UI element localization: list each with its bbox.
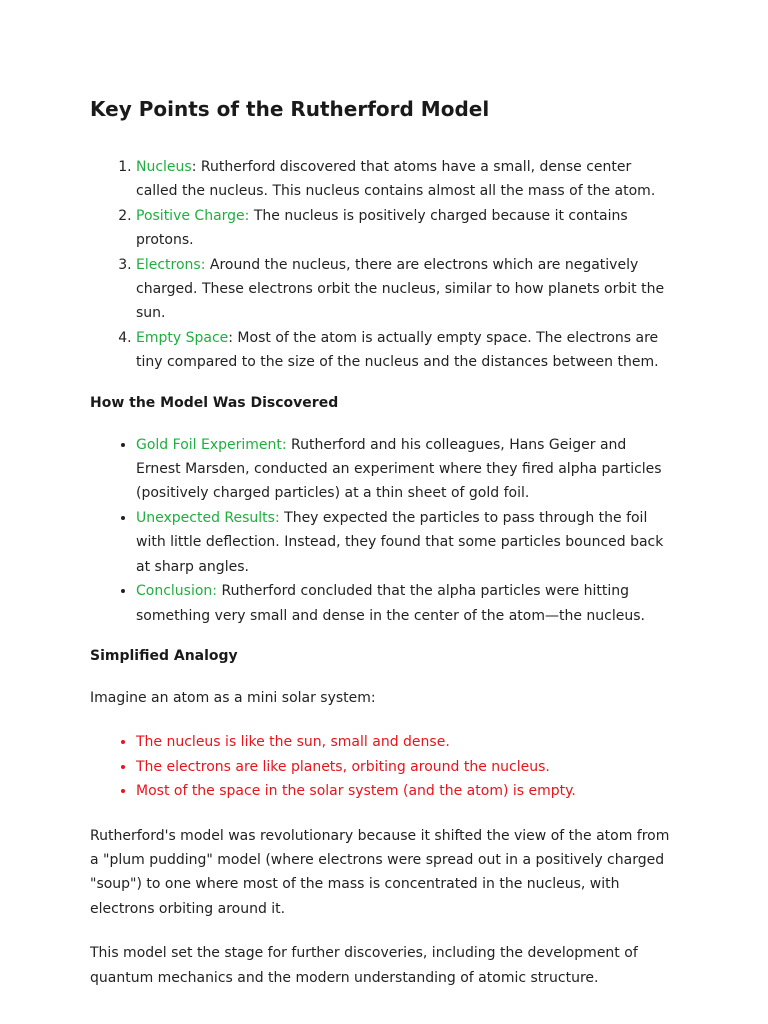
list-item-gold-foil (136, 433, 672, 506)
list-item-positive-charge (136, 204, 672, 253)
analogy-intro: Imagine an atom as a mini solar system: (90, 689, 376, 706)
list-item-conclusion (136, 579, 672, 628)
item-text: Rutherford and his colleagues, Hans Geiger and Ernest Marsden, conducted an experiment where they fired alpha particles (positively charged particles) at a thin sheet of gold foil. (136, 436, 662, 502)
list-item-analogy: • Most of the space in the solar system (and the atom) is empty. (136, 779, 672, 803)
paragraph-revolutionary: Rutherford's model was revolutionary because it shifted the view of the atom from a "plum pudding" model (where electrons were spread out in a positively charged "soup") to one where most of the mass is concentrated in the nucleus, with electrons orbiting around it. (90, 827, 670, 917)
term-separator: : (274, 509, 280, 526)
list-item-analogy: • The electrons are like planets, orbiting around the nucleus. (136, 755, 672, 779)
item-text: Rutherford discovered that atoms have a small, dense center called the nucleus. This nucleus contains almost all the mass of the atom. (136, 159, 656, 200)
item-text: The nucleus is positively charged because it contains protons. (136, 207, 628, 249)
page-title: Key Points of the Rutherford Model (90, 97, 490, 121)
term-conclusion: Conclusion (136, 583, 213, 600)
term-separator: : (244, 207, 250, 224)
item-text: Rutherford concluded that the alpha particles were hitting something very small and dense in the center of the atom—the nucleus. (136, 583, 645, 624)
key-points-list (90, 155, 672, 375)
analogy-list (90, 730, 672, 803)
discovery-heading: How the Model Was Discovered (90, 394, 339, 411)
term-separator: : (281, 436, 287, 453)
item-text: Most of the atom is actually empty space. The electrons are tiny compared to the size of the nucleus and the distances between them. (136, 329, 659, 371)
term-nucleus: Nucleus (136, 159, 192, 175)
list-item-nucleus (136, 155, 672, 204)
term-positive-charge: Positive Charge (136, 207, 245, 224)
paragraph-further-discoveries: This model set the stage for further discoveries, including the development of quantum mechanics and the modern understanding of atomic structure. (90, 945, 638, 986)
term-gold-foil-experiment: Gold Foil Experiment (136, 436, 282, 453)
term-unexpected-results: Unexpected Results (136, 509, 275, 526)
discovery-list (90, 433, 672, 628)
list-item-unexpected-results (136, 506, 672, 579)
item-text: They expected the particles to pass through the foil with little deflection. Instead, they found that some particles bounced back at sharp angles. (136, 509, 664, 575)
term-separator: : (212, 583, 218, 600)
term-empty-space: Empty Space (136, 329, 229, 346)
list-item-electrons (136, 253, 672, 326)
term-separator: : (191, 159, 197, 175)
list-item-empty-space (136, 326, 672, 375)
term-electrons: Electrons (136, 256, 201, 273)
term-separator: : (228, 329, 233, 346)
item-text: Around the nucleus, there are electrons which are negatively charged. These electrons orbit the nucleus, similar to how planets orbit the sun. (136, 256, 665, 322)
analogy-heading: Simplified Analogy (90, 647, 238, 664)
list-item-analogy: • The nucleus is like the sun, small and dense. (136, 730, 672, 754)
term-separator: : (200, 256, 206, 273)
